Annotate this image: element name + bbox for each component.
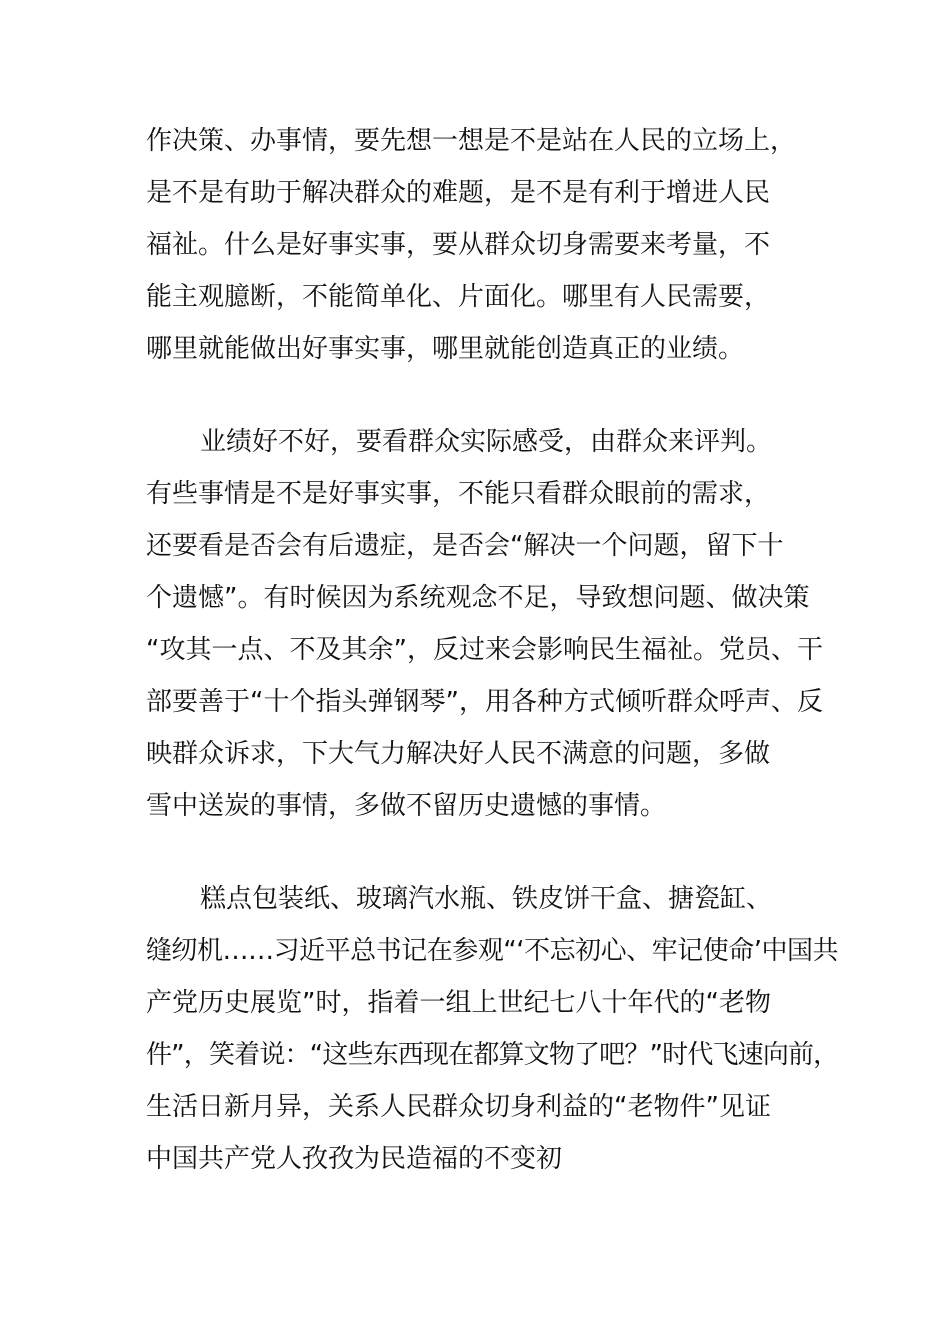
paragraph-1-line-2: 是不是有助于解决群众的难题，是不是有利于增进人民 [146,178,771,208]
paragraph-2-line-3: 还要看是否会有后遗症，是否会“解决一个问题，留下十 [146,531,784,561]
paragraph-2-line-2: 有些事情是不是好事实事，不能只看群众眼前的需求， [146,479,771,509]
paragraph-3-line-6: 中国共产党人孜孜为民造福的不变初 [146,1144,563,1174]
paragraph-3-line-4: 件”，笑着说：“这些东西现在都算文物了吧？”时代飞速向前， [146,1040,839,1070]
paragraph-1-line-1: 作决策、办事情，要先想一想是不是站在人民的立场上， [146,126,797,156]
paragraph-3-line-1: 糕点包装纸、玻璃汽水瓶、铁皮饼干盒、搪瓷缸、 [200,884,773,914]
paragraph-3-line-3: 产党历史展览”时，指着一组上世纪七八十年代的“老物 [146,988,771,1018]
paragraph-2-line-5: “攻其一点、不及其余”，反过来会影响民生福祉。党员、干 [146,635,823,665]
paragraph-1-line-3: 福祉。什么是好事实事，要从群众切身需要来考量，不 [146,230,771,260]
paragraph-1-line-4: 能主观臆断，不能简单化、片面化。哪里有人民需要， [146,282,771,312]
paragraph-1-line-5: 哪里就能做出好事实事，哪里就能创造真正的业绩。 [146,334,745,364]
paragraph-3-line-5: 生活日新月异，关系人民群众切身利益的“老物件”见证 [146,1092,771,1122]
paragraph-2-line-6: 部要善于“十个指头弹钢琴”，用各种方式倾听群众呼声、反 [146,687,823,717]
paragraph-2-line-7: 映群众诉求，下大气力解决好人民不满意的问题，多做 [146,739,771,769]
paragraph-3-line-2: 缝纫机……习近平总书记在参观“‘不忘初心、牢记使命’中国共 [146,936,839,966]
paragraph-2-line-8: 雪中送炭的事情，多做不留历史遗憾的事情。 [146,791,667,821]
paragraph-2-line-4: 个遗憾”。有时候因为系统观念不足，导致想问题、做决策 [146,583,810,613]
paragraph-2-line-1: 业绩好不好，要看群众实际感受，由群众来评判。 [200,427,773,457]
